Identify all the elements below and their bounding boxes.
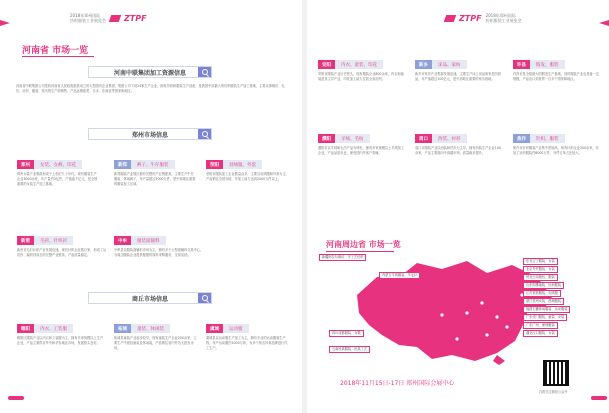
region-tag-xinxiang xyxy=(415,60,467,69)
group-banner-text: 河南中联集团加工资源信息 xyxy=(113,69,186,77)
region-tag-yucheng xyxy=(206,324,249,333)
region-products: 内衣、工装服 xyxy=(34,324,73,333)
right-header-line2: 纺织服装工业展览会 xyxy=(485,18,522,23)
zhengzhou-banner xyxy=(88,128,212,140)
right-header-line1: 2018年郑州国际 xyxy=(485,13,516,18)
ztpf-logo-icon xyxy=(109,15,122,22)
search-icon xyxy=(198,67,211,77)
footer-decoration xyxy=(591,396,607,400)
region-products: 床品、家纺 xyxy=(432,60,467,69)
region-text-xingyang: 荥阳市服装加工企业数量众多，主要以羽绒服和外套为主，产品销往全国各地，年加工能力达到2000万件以上。 xyxy=(206,172,289,181)
right-page xyxy=(307,0,609,413)
region-city: 许昌 xyxy=(513,60,530,69)
region-text-xinzheng: 新郑服装产业园区拥有完整的产业链配套，主要生产牛仔服装、休闲裤子，年产量超过5000万件，是中原地区重要的服装加工区域。 xyxy=(114,172,196,186)
right-header xyxy=(445,13,522,23)
region-city: 中牟 xyxy=(114,236,131,245)
region-city: 郑州 xyxy=(17,160,34,169)
map-label: 湖北汉口服装、女装 xyxy=(523,330,558,337)
left-header-lines xyxy=(70,13,106,23)
region-city: 焦作 xyxy=(513,134,530,143)
region-products: 假发、服装 xyxy=(530,60,565,69)
event-date-venue: 2018年11月15日-17日 郑州国际会展中心 xyxy=(340,380,455,387)
map-island xyxy=(493,355,505,365)
region-products: 裤子、牛仔服装 xyxy=(131,160,175,169)
map-label: 云南民族服装、民族工艺 xyxy=(329,346,370,353)
region-tag-zhengzhou xyxy=(17,160,82,169)
region-tag-xinmi xyxy=(17,236,73,245)
page-title: 河南省 市场一览 xyxy=(22,46,89,56)
region-city: 濮阳 xyxy=(318,134,335,143)
region-products: 内衣、童装、印花 xyxy=(335,60,383,69)
region-text-xuchang: 许昌市是全球最大的假发生产基地，同时服装产业也具备一定规模，产品出口到世界一百多个国家和地区。 xyxy=(513,72,600,81)
qr-code xyxy=(543,360,569,386)
map-label: 广东广州、深圳服装 xyxy=(523,322,558,329)
region-text-puyang: 濮阳市以羊绒和毛纺产品为特色，拥有多家规模以上羊绒加工企业，产品品质优良，深受国内外客户青睐。 xyxy=(318,146,405,155)
map-label: 江苏常熟服装、羽绒服 xyxy=(523,290,561,297)
region-tag-anyang xyxy=(318,60,383,69)
map-label: 山东即墨童装、针织服装 xyxy=(523,282,564,289)
region-text-zhecheng: 柘城县童装产业起步较早，现有童装生产企业200余家，主要生产中低档童装及休闲装，产品销往省内外各大批发市场。 xyxy=(114,336,197,350)
region-products: 羽绒服、外套 xyxy=(223,160,262,169)
region-text-yucheng: 虞城县以运动服生产加工为主，拥有专业的运动服装生产线，年产运动服约1000万套，为多个知名体育品牌进行代工生产。 xyxy=(206,336,288,350)
map-title-underline xyxy=(326,251,394,252)
region-text-zhongmou: 中牟县以服装面辅料市场为主，拥有多个大型面辅料交易中心，为周边服装企业提供便捷的原料采购服务，交易活跃。 xyxy=(114,248,204,257)
region-tag-zhongmou xyxy=(114,236,166,245)
group-paragraph: 河南省中联集团公司是收河南省人民政府批准成立的大型国有企业集团，集团公司下设24家生产企业，拥有纺织和服装生产设备，是我国中部最大的纺织服装生产加工基地，主要从事棉纺、毛纺、针织、服装、家纺的生产和销售，产品远销欧美、日本、东南亚等国家和地区。 xyxy=(16,84,285,93)
region-tag-xingyang xyxy=(206,160,262,169)
footer-decoration xyxy=(8,396,24,400)
region-products: 羊绒、毛纺 xyxy=(335,134,370,143)
region-tag-puyang xyxy=(318,134,370,143)
ztpf-logo: ZTPF xyxy=(459,13,482,23)
shangqiu-banner-text: 商丘市场信息 xyxy=(131,295,168,303)
region-products: 毛衫、针织衫 xyxy=(34,236,73,245)
region-products: 女装、女裤、印花 xyxy=(34,160,82,169)
region-tag-zhecheng xyxy=(114,324,170,333)
region-text-xinmi: 新密市毛衫针织产业发展迅速，现有针织企业数百家，形成了从纺纱、编织到成衣的完整产业链条，产品质量稳定。 xyxy=(17,248,107,257)
group-banner xyxy=(88,66,212,78)
map-label: 浙江杭州女装、丝绸服装 xyxy=(523,298,564,305)
ztpf-logo: ZTPF xyxy=(124,13,147,23)
search-icon xyxy=(198,129,211,139)
region-tag-xuchang xyxy=(513,60,565,69)
region-city: 柘城 xyxy=(114,324,131,333)
region-products: 针织、服装 xyxy=(530,134,565,143)
ribbon-decoration xyxy=(0,20,10,26)
left-header-line1: 2018年郑州国际 xyxy=(70,13,101,18)
region-city: 周口 xyxy=(415,134,432,143)
map-label: 北京外贸服装、女装 xyxy=(523,266,558,273)
qr-caption: 扫码关注微信公众号 xyxy=(539,390,568,394)
region-products: 西装、衬衫 xyxy=(432,134,467,143)
region-city: 新密 xyxy=(17,236,34,245)
zhengzhou-banner-text: 郑州市场信息 xyxy=(131,131,168,139)
region-text-anyang: 安阳市服装产业历史悠久，现有服装企业800余家，内衣和童装是其主导产业，印花加工能力位居全省前列。 xyxy=(318,72,404,81)
title-underline xyxy=(22,56,94,57)
region-city: 虞城 xyxy=(206,324,223,333)
map-label: 广东虎门服装、童装、女装 xyxy=(523,314,567,321)
map-label: 内蒙古羊绒服装、羊毛衫 xyxy=(379,272,420,279)
ztpf-logo-icon xyxy=(444,15,457,22)
region-tag-jiaozuo xyxy=(513,134,565,143)
map-label: 河北白沟箱包、服装 xyxy=(523,274,558,281)
region-city: 新郑 xyxy=(114,160,131,169)
region-text-zhoukou: 周口市服装产业以西装和衬衫为主导，拥有西装生产企业100余家，产品主要面向中高端市场，质量稳步提升。 xyxy=(415,146,501,155)
left-header xyxy=(70,13,147,23)
region-city: 新乡 xyxy=(415,60,432,69)
map-label: 四川成都服装、女鞋 xyxy=(329,330,364,337)
search-icon xyxy=(198,293,211,303)
region-tag-suiyang xyxy=(17,324,73,333)
region-products: 运动服 xyxy=(223,324,249,333)
left-page xyxy=(0,0,302,413)
region-city: 睢阳 xyxy=(17,324,34,333)
region-products: 童装、休闲装 xyxy=(131,324,170,333)
shangqiu-banner xyxy=(88,292,212,304)
region-city: 荥阳 xyxy=(206,160,223,169)
region-tag-zhoukou xyxy=(415,134,467,143)
region-city: 安阳 xyxy=(318,60,335,69)
region-text-jiaozuo: 焦作市针织服装产业集中度较高，现有针织企业300余家，年加工针织服装约8000万件，外贸订单占比较大。 xyxy=(513,146,599,155)
region-text-xinxiang: 新乡市家纺产业集群发展迅速，主要生产床上用品和家居纺织品，年产值超过100亿元，是中部地区重要的家纺基地。 xyxy=(415,72,502,81)
map-label: 新疆阿拉尔棉纺、手工艺纺织 xyxy=(319,254,366,261)
map-label: 福建石狮休闲服装、运动服装 xyxy=(523,306,570,313)
right-header-lines xyxy=(486,13,522,23)
region-text-zhengzhou: 郑州女装产业集群形成于上世纪九十年代，现有服装生产企业3000余家，年产量约3亿件，产值逾千亿元，是全国重要的女装生产加工基地。 xyxy=(17,172,98,186)
region-products: 服装面辅料 xyxy=(131,236,166,245)
region-text-suiyang: 睢阳区服装产业以内衣和工装服为主，拥有多家规模以上生产企业，产品主要供应华中和华东地区市场，发展势头良好。 xyxy=(17,336,104,345)
map-label: 东北辽宁服装、女装 xyxy=(523,258,558,265)
map-section-title: 河南周边省 市场一览 xyxy=(326,240,401,249)
left-header-line2: 纺织服装工业展览会 xyxy=(70,18,106,23)
region-tag-xinzheng xyxy=(114,160,175,169)
ribbon-decoration xyxy=(599,20,609,26)
